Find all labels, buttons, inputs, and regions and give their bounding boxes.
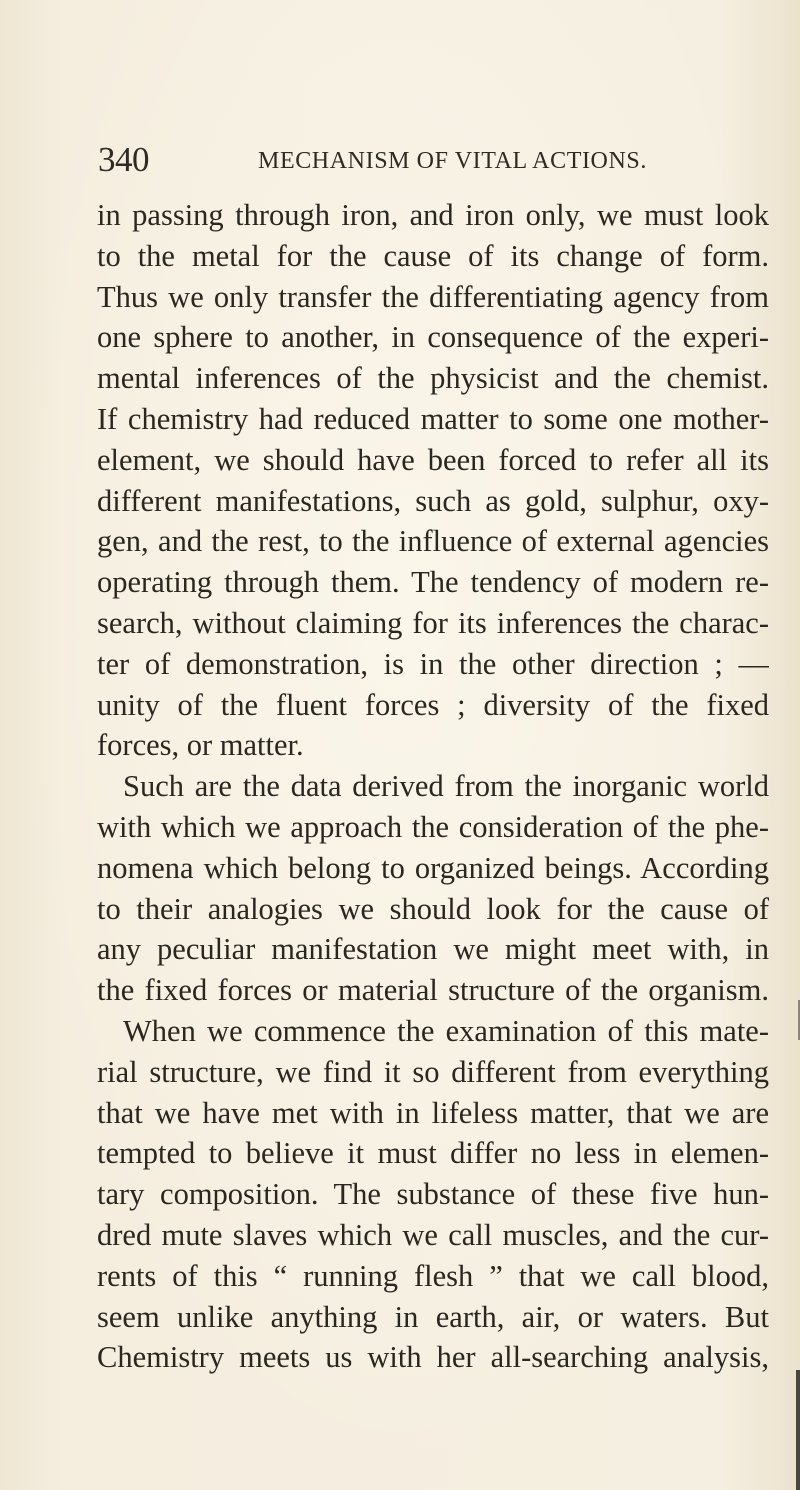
text-line: the fixed forces or material structure of the organism.: [97, 973, 769, 1008]
text-line: When we commence the examination of this mate-: [123, 1013, 769, 1048]
text-line: Such are the data derived from the inorganic world: [123, 769, 769, 804]
text-line: ter of demonstration, is in the other direction ; —: [97, 646, 769, 681]
body-text: [97, 195, 769, 1378]
text-line: unity of the fluent forces ; diversity of the fixed: [97, 687, 769, 722]
text-line: rents of this “ running flesh ” that we call blood,: [97, 1258, 769, 1293]
text-line: If chemistry had reduced matter to some one mother-: [97, 401, 769, 436]
text-line: Chemistry meets us with her all-searching analysis,: [97, 1340, 769, 1375]
text-line: search, without claiming for its inferences the charac-: [97, 605, 769, 640]
text-line: to their analogies we should look for the cause of: [97, 891, 769, 926]
text-line: tempted to believe it must differ no less in elemen-: [97, 1136, 769, 1171]
text-line: to the metal for the cause of its change of form.: [97, 238, 769, 273]
text-line: any peculiar manifestation we might meet with, in: [97, 932, 769, 967]
text-line: seem unlike anything in earth, air, or waters. But: [97, 1299, 769, 1334]
text-line: mental inferences of the physicist and the chemist.: [97, 361, 769, 396]
text-line: different manifestations, such as gold, sulphur, oxy-: [97, 483, 769, 518]
text-line: operating through them. The tendency of modern re-: [97, 565, 769, 600]
text-line: that we have met with in lifeless matter, that we are: [97, 1095, 769, 1130]
text-line: nomena which belong to organized beings. According: [97, 850, 769, 885]
text-line: gen, and the rest, to the influence of external agencies: [97, 524, 769, 559]
text-line: forces, or matter.: [97, 728, 304, 763]
page-number: 340: [98, 140, 149, 179]
text-line: one sphere to another, in consequence of the experi-: [97, 320, 769, 355]
text-line: Thus we only transfer the differentiating agency from: [97, 279, 769, 314]
text-line: rial structure, we find it so different from everything: [97, 1054, 769, 1089]
text-line: dred mute slaves which we call muscles, and the cur-: [97, 1217, 769, 1252]
running-head: MECHANISM OF VITAL ACTIONS.: [258, 148, 647, 174]
text-line: in passing through iron, and iron only, we must look: [97, 198, 769, 232]
page-edge-shadow: [796, 1370, 800, 1490]
text-line: with which we approach the consideration of the phe-: [97, 809, 769, 844]
page-header: [98, 140, 698, 180]
text-line: element, we should have been forced to refer all its: [97, 442, 769, 477]
text-line: tary composition. The substance of these five hun-: [97, 1177, 769, 1212]
